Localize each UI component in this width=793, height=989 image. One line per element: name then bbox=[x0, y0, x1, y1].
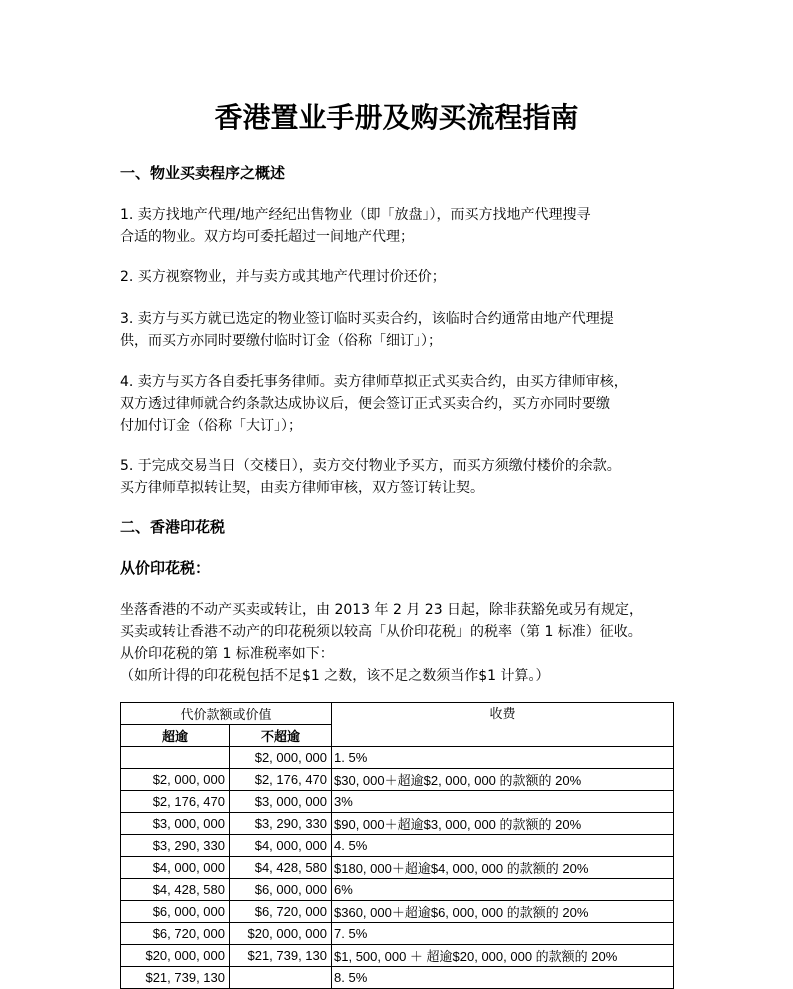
table-row bbox=[121, 769, 674, 791]
cell-exceed: $6, 000, 000 bbox=[121, 901, 230, 923]
stamp-duty-rate-table bbox=[120, 702, 674, 989]
intro-line-2: 买卖或转让香港不动产的印花税须以较高「从价印花税」的税率（第 1 标准）征收。 bbox=[120, 624, 642, 640]
header-consideration-value: 代价款额或价值 bbox=[121, 703, 332, 725]
table-row bbox=[121, 901, 674, 923]
table-row bbox=[121, 835, 674, 857]
section-2-heading: 二、香港印花税 bbox=[120, 518, 226, 536]
cell-not-exceed: $2, 000, 000 bbox=[230, 747, 332, 769]
step-2-line-1: 2. 买方视察物业，并与卖方或其地产代理讨价还价； bbox=[120, 269, 446, 285]
cell-not-exceed bbox=[230, 967, 332, 989]
step-3-line-2: 供，而买方亦同时要缴付临时订金（俗称「细订」）； bbox=[120, 333, 442, 349]
stamp-duty-intro bbox=[120, 599, 676, 687]
cell-exceed: $3, 290, 330 bbox=[121, 835, 230, 857]
step-3-paragraph bbox=[120, 308, 676, 352]
cell-fee: 7. 5% bbox=[332, 923, 674, 945]
intro-line-3: 从价印花税的第 1 标准税率如下： bbox=[120, 646, 334, 662]
step-5-line-2: 买方律师草拟转让契，由卖方律师审核，双方签订转让契。 bbox=[120, 480, 484, 496]
cell-fee: $1, 500, 000 ＋ 超逾$20, 000, 000 的款额的 20% bbox=[332, 945, 674, 967]
cell-fee: 3% bbox=[332, 791, 674, 813]
step-5-line-1: 5. 于完成交易当日（交楼日），卖方交付物业予买方，而买方须缴付楼价的余款。 bbox=[120, 458, 621, 474]
cell-exceed: $2, 000, 000 bbox=[121, 769, 230, 791]
table-row bbox=[121, 967, 674, 989]
cell-fee: 6% bbox=[332, 879, 674, 901]
cell-exceed bbox=[121, 747, 230, 769]
cell-fee: $180, 000＋超逾$4, 000, 000 的款额的 20% bbox=[332, 857, 674, 879]
header-not-exceed: 不超逾 bbox=[230, 725, 332, 747]
cell-not-exceed: $6, 000, 000 bbox=[230, 879, 332, 901]
cell-not-exceed: $20, 000, 000 bbox=[230, 923, 332, 945]
step-1-line-1: 1. 卖方找地产代理/地产经纪出售物业（即「放盘」），而买方找地产代理搜寻 bbox=[120, 207, 591, 223]
step-4-paragraph bbox=[120, 371, 676, 437]
step-2-paragraph bbox=[120, 266, 676, 288]
cell-exceed: $2, 176, 470 bbox=[121, 791, 230, 813]
cell-not-exceed: $3, 000, 000 bbox=[230, 791, 332, 813]
cell-exceed: $4, 428, 580 bbox=[121, 879, 230, 901]
cell-exceed: $3, 000, 000 bbox=[121, 813, 230, 835]
header-fee: 收费 bbox=[332, 703, 674, 747]
step-4-line-3: 付加付订金（俗称「大订」）； bbox=[120, 418, 302, 434]
header-exceed: 超逾 bbox=[121, 725, 230, 747]
ad-valorem-subheading: 从价印花税： bbox=[120, 559, 211, 577]
cell-fee: $30, 000＋超逾$2, 000, 000 的款额的 20% bbox=[332, 769, 674, 791]
table-row bbox=[121, 747, 674, 769]
cell-not-exceed: $3, 290, 330 bbox=[230, 813, 332, 835]
cell-not-exceed: $4, 000, 000 bbox=[230, 835, 332, 857]
intro-line-1: 坐落香港的不动产买卖或转让，由 2013 年 2 月 23 日起，除非获豁免或另有规定， bbox=[120, 602, 644, 618]
cell-not-exceed: $4, 428, 580 bbox=[230, 857, 332, 879]
table-row bbox=[121, 857, 674, 879]
cell-not-exceed: $6, 720, 000 bbox=[230, 901, 332, 923]
step-5-paragraph bbox=[120, 455, 676, 499]
cell-not-exceed: $2, 176, 470 bbox=[230, 769, 332, 791]
cell-fee: 8. 5% bbox=[332, 967, 674, 989]
step-4-line-1: 4. 卖方与买方各自委托事务律师。卖方律师草拟正式买卖合约，由买方律师审核， bbox=[120, 374, 628, 390]
cell-exceed: $20, 000, 000 bbox=[121, 945, 230, 967]
cell-fee: $360, 000＋超逾$6, 000, 000 的款额的 20% bbox=[332, 901, 674, 923]
cell-exceed: $6, 720, 000 bbox=[121, 923, 230, 945]
intro-line-4: （如所计得的印花税包括不足$1 之数，该不足之数须当作$1 计算。） bbox=[120, 668, 550, 684]
section-1-heading: 一、物业买卖程序之概述 bbox=[120, 164, 286, 182]
step-3-line-1: 3. 卖方与买方就已选定的物业签订临时买卖合约，该临时合约通常由地产代理提 bbox=[120, 311, 614, 327]
table-row bbox=[121, 813, 674, 835]
step-4-line-2: 双方透过律师就合约条款达成协议后，便会签订正式买卖合约，买方亦同时要缴 bbox=[120, 396, 610, 412]
cell-fee: $90, 000＋超逾$3, 000, 000 的款额的 20% bbox=[332, 813, 674, 835]
cell-not-exceed: $21, 739, 130 bbox=[230, 945, 332, 967]
document-title: 香港置业手册及购买流程指南 bbox=[214, 101, 579, 134]
cell-exceed: $4, 000, 000 bbox=[121, 857, 230, 879]
cell-fee: 4. 5% bbox=[332, 835, 674, 857]
cell-exceed: $21, 739, 130 bbox=[121, 967, 230, 989]
step-1-line-2: 合适的物业。双方均可委托超过一间地产代理； bbox=[120, 229, 414, 245]
step-1-paragraph bbox=[120, 204, 676, 248]
table-row bbox=[121, 879, 674, 901]
table-row bbox=[121, 923, 674, 945]
cell-fee: 1. 5% bbox=[332, 747, 674, 769]
table-row bbox=[121, 791, 674, 813]
table-row bbox=[121, 945, 674, 967]
